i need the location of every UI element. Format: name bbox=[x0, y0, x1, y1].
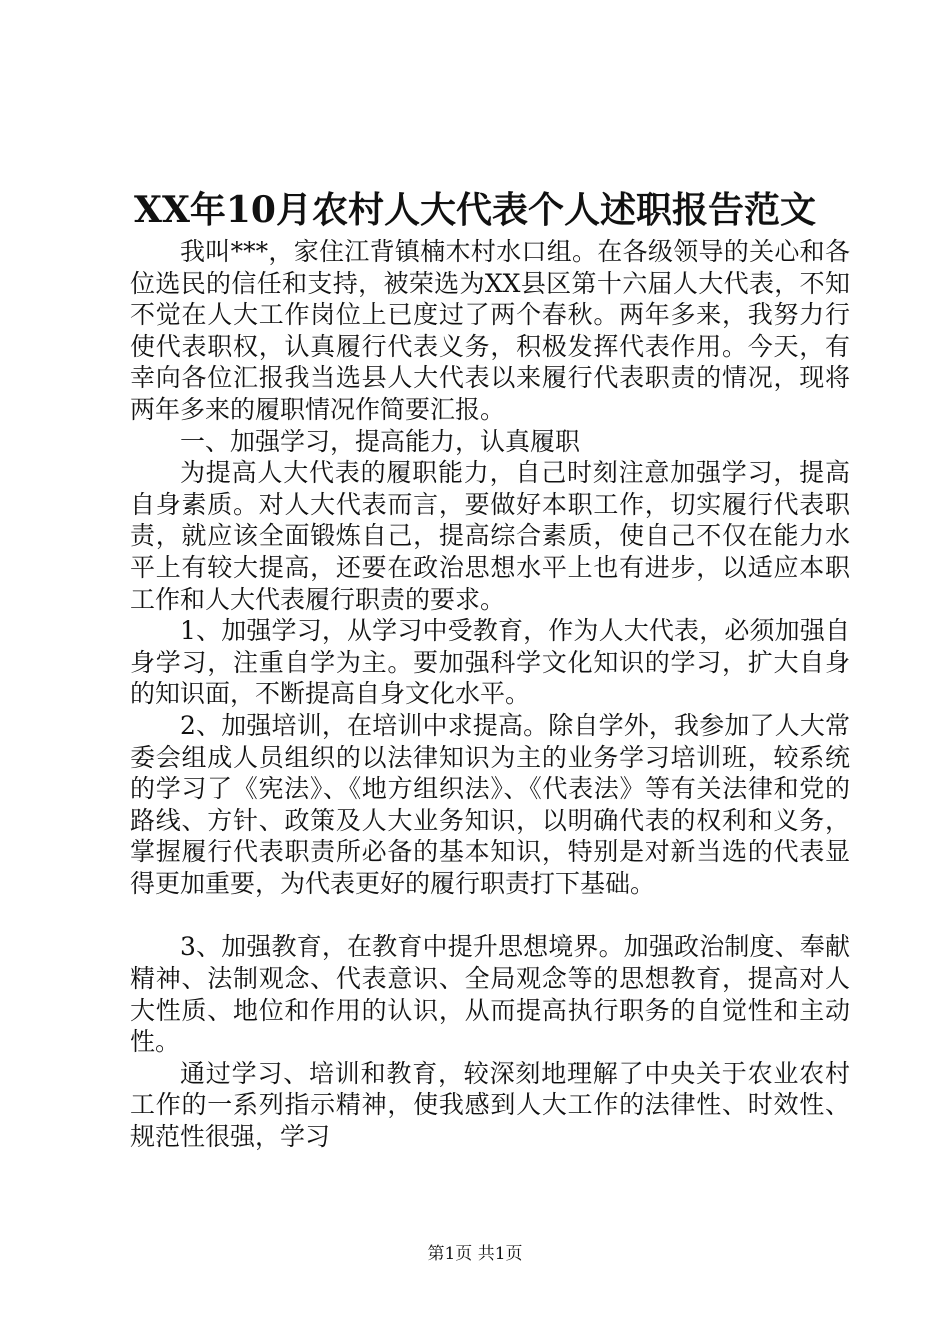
paragraph-study-purpose: 为提高人大代表的履职能力，自己时刻注意加强学习，提高自身素质。对人大代表而言，要做好本职工作，切实履行代表职责，就应该全面锻炼自己，提高综合素质，使自己不仅在能力水平上有较大提高，还要在政治思想水平上也有进步，以适应本职工作和人大代表履行职责的要求。 bbox=[130, 458, 850, 614]
paragraph-summary: 通过学习、培训和教育，较深刻地理解了中央关于农业农村工作的一系列指示精神，使我感到人大工作的法律性、时效性、规范性很强，学习 bbox=[130, 1058, 850, 1152]
document-body bbox=[130, 236, 850, 1153]
section-heading: 一、加强学习，提高能力，认真履职 bbox=[180, 426, 581, 456]
paragraph-item-3: 3、加强教育，在教育中提升思想境界。加强政治制度、奉献精神、法制观念、代表意识、全局观念等的思想教育，提高对人大性质、地位和作用的认识，从而提高执行职务的自觉性和主动性。 bbox=[130, 932, 850, 1057]
document-title: XX年10月农村人大代表个人述职报告范文 bbox=[134, 189, 816, 231]
paragraph-item-2: 2、加强培训，在培训中求提高。除自学外，我参加了人大常委会组成人员组织的以法律知识为主的业务学习培训班，较系统的学习了《宪法》、《地方组织法》、《代表法》等有关法律和党的路线、方针、政策及人大业务知识，以明确代表的权利和义务，掌握履行代表职责所必备的基本知识，特别是对新当选的代表显得更加重要，为代表更好的履行职责打下基础。 bbox=[130, 710, 850, 898]
paragraph-intro: 我叫***，家住江背镇楠木村水口组。在各级领导的关心和各位选民的信任和支持，被荣选为XX县区第十六届人大代表，不知不觉在人大工作岗位上已度过了两个春秋。两年多来，我努力行使代表职权，认真履行代表义务，积极发挥代表作用。今天，有幸向各位汇报我当选县人大代表以来履行代表职责的情况，现将两年多来的履职情况作简要汇报。 bbox=[130, 237, 850, 424]
paragraph-item-1: 1、加强学习，从学习中受教育，作为人大代表，必须加强自身学习，注重自学为主。要加强科学文化知识的学习，扩大自身的知识面，不断提高自身文化水平。 bbox=[130, 616, 850, 709]
page-number-footer: 第1页 共1页 bbox=[427, 1244, 523, 1264]
